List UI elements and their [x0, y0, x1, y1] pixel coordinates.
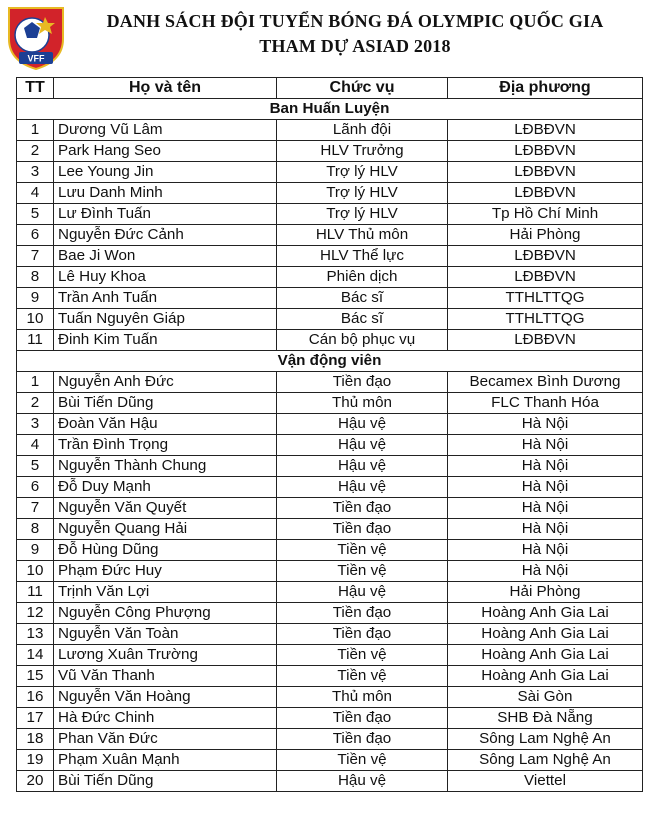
section-title: Ban Huấn Luyện: [17, 99, 643, 120]
cell-region: Hà Nội: [448, 561, 643, 582]
cell-role: Hậu vệ: [277, 771, 448, 792]
table-row: [17, 162, 643, 183]
table-row: [17, 372, 643, 393]
cell-region: Sông Lam Nghệ An: [448, 750, 643, 771]
cell-name: Lee Young Jin: [54, 162, 277, 183]
cell-role: Tiền đạo: [277, 372, 448, 393]
cell-tt: 7: [17, 246, 54, 267]
cell-name: Nguyễn Anh Đức: [54, 372, 277, 393]
cell-name: Hà Đức Chinh: [54, 708, 277, 729]
roster-table: [16, 77, 643, 792]
cell-tt: 6: [17, 225, 54, 246]
cell-name: Đỗ Hùng Dũng: [54, 540, 277, 561]
table-row: [17, 498, 643, 519]
cell-tt: 8: [17, 519, 54, 540]
cell-role: Trợ lý HLV: [277, 183, 448, 204]
cell-name: Đỗ Duy Mạnh: [54, 477, 277, 498]
cell-name: Nguyễn Đức Cảnh: [54, 225, 277, 246]
cell-name: Lê Huy Khoa: [54, 267, 277, 288]
cell-role: Thủ môn: [277, 687, 448, 708]
cell-region: Sài Gòn: [448, 687, 643, 708]
header-name: Họ và tên: [54, 78, 277, 99]
cell-role: HLV Thể lực: [277, 246, 448, 267]
header-tt: TT: [17, 78, 54, 99]
table-row: [17, 246, 643, 267]
cell-tt: 3: [17, 162, 54, 183]
cell-name: Vũ Văn Thanh: [54, 666, 277, 687]
cell-role: HLV Trưởng: [277, 141, 448, 162]
cell-name: Bae Ji Won: [54, 246, 277, 267]
cell-region: Sông Lam Nghệ An: [448, 729, 643, 750]
table-row: [17, 288, 643, 309]
cell-region: TTHLTTQG: [448, 288, 643, 309]
cell-name: Trần Anh Tuấn: [54, 288, 277, 309]
cell-tt: 14: [17, 645, 54, 666]
cell-region: Hà Nội: [448, 540, 643, 561]
cell-tt: 12: [17, 603, 54, 624]
table-row: [17, 540, 643, 561]
cell-region: SHB Đà Nẵng: [448, 708, 643, 729]
cell-role: Tiền đạo: [277, 624, 448, 645]
cell-region: Hà Nội: [448, 519, 643, 540]
cell-tt: 4: [17, 435, 54, 456]
cell-role: Tiền đạo: [277, 603, 448, 624]
cell-name: Lưu Danh Minh: [54, 183, 277, 204]
table-row: [17, 477, 643, 498]
cell-name: Trịnh Văn Lợi: [54, 582, 277, 603]
table-row: [17, 687, 643, 708]
cell-region: LĐBĐVN: [448, 267, 643, 288]
cell-name: Nguyễn Quang Hải: [54, 519, 277, 540]
table-row: [17, 414, 643, 435]
table-row: [17, 561, 643, 582]
logo-text: VFF: [27, 53, 45, 64]
cell-name: Trần Đình Trọng: [54, 435, 277, 456]
cell-role: Tiền vệ: [277, 540, 448, 561]
cell-region: LĐBĐVN: [448, 183, 643, 204]
cell-tt: 10: [17, 561, 54, 582]
table-row: [17, 771, 643, 792]
cell-region: LĐBĐVN: [448, 162, 643, 183]
cell-tt: 18: [17, 729, 54, 750]
section-title: Vận động viên: [17, 351, 643, 372]
cell-tt: 9: [17, 540, 54, 561]
cell-region: Hoàng Anh Gia Lai: [448, 666, 643, 687]
cell-tt: 5: [17, 456, 54, 477]
cell-region: FLC Thanh Hóa: [448, 393, 643, 414]
cell-tt: 9: [17, 288, 54, 309]
cell-role: Hậu vệ: [277, 456, 448, 477]
table-row: [17, 204, 643, 225]
cell-tt: 15: [17, 666, 54, 687]
cell-tt: 6: [17, 477, 54, 498]
roster-body: [17, 99, 643, 792]
cell-tt: 1: [17, 372, 54, 393]
table-row: [17, 267, 643, 288]
cell-role: Tiền đạo: [277, 708, 448, 729]
table-row: [17, 582, 643, 603]
table-row: [17, 708, 643, 729]
table-row: [17, 330, 643, 351]
cell-tt: 13: [17, 624, 54, 645]
cell-tt: 7: [17, 498, 54, 519]
cell-tt: 10: [17, 309, 54, 330]
cell-region: Hà Nội: [448, 477, 643, 498]
cell-tt: 11: [17, 582, 54, 603]
cell-name: Phạm Đức Huy: [54, 561, 277, 582]
cell-role: HLV Thủ môn: [277, 225, 448, 246]
cell-name: Đinh Kim Tuấn: [54, 330, 277, 351]
table-row: [17, 141, 643, 162]
cell-role: Bác sĩ: [277, 309, 448, 330]
table-row: [17, 519, 643, 540]
cell-name: Lương Xuân Trường: [54, 645, 277, 666]
cell-region: Tp Hồ Chí Minh: [448, 204, 643, 225]
cell-region: Hà Nội: [448, 435, 643, 456]
table-row: [17, 435, 643, 456]
cell-region: Hải Phòng: [448, 582, 643, 603]
header-region: Địa phương: [448, 78, 643, 99]
table-row: [17, 225, 643, 246]
cell-name: Nguyễn Văn Quyết: [54, 498, 277, 519]
cell-role: Phiên dịch: [277, 267, 448, 288]
vff-logo: [5, 5, 67, 71]
cell-role: Tiền đạo: [277, 519, 448, 540]
cell-tt: 11: [17, 330, 54, 351]
cell-role: Tiền vệ: [277, 666, 448, 687]
section-row: [17, 99, 643, 120]
section-row: [17, 351, 643, 372]
cell-role: Tiền vệ: [277, 750, 448, 771]
cell-role: Hậu vệ: [277, 435, 448, 456]
cell-tt: 19: [17, 750, 54, 771]
cell-region: LĐBĐVN: [448, 330, 643, 351]
cell-region: Hà Nội: [448, 456, 643, 477]
cell-tt: 5: [17, 204, 54, 225]
cell-name: Tuấn Nguyên Giáp: [54, 309, 277, 330]
cell-tt: 2: [17, 141, 54, 162]
cell-role: Tiền vệ: [277, 561, 448, 582]
table-row: [17, 624, 643, 645]
cell-region: Hoàng Anh Gia Lai: [448, 645, 643, 666]
cell-name: Phan Văn Đức: [54, 729, 277, 750]
cell-role: Hậu vệ: [277, 582, 448, 603]
table-row: [17, 729, 643, 750]
cell-name: Nguyễn Văn Toàn: [54, 624, 277, 645]
cell-tt: 3: [17, 414, 54, 435]
cell-name: Bùi Tiến Dũng: [54, 771, 277, 792]
table-row: [17, 183, 643, 204]
cell-name: Nguyễn Công Phượng: [54, 603, 277, 624]
cell-region: TTHLTTQG: [448, 309, 643, 330]
cell-role: Thủ môn: [277, 393, 448, 414]
table-row: [17, 393, 643, 414]
cell-region: Hoàng Anh Gia Lai: [448, 603, 643, 624]
cell-role: Tiền đạo: [277, 498, 448, 519]
cell-role: Hậu vệ: [277, 477, 448, 498]
cell-name: Nguyễn Văn Hoàng: [54, 687, 277, 708]
cell-region: Hoàng Anh Gia Lai: [448, 624, 643, 645]
cell-name: Park Hang Seo: [54, 141, 277, 162]
cell-tt: 4: [17, 183, 54, 204]
cell-region: LĐBĐVN: [448, 246, 643, 267]
table-row: [17, 456, 643, 477]
cell-tt: 2: [17, 393, 54, 414]
cell-role: Lãnh đội: [277, 120, 448, 141]
cell-tt: 17: [17, 708, 54, 729]
table-row: [17, 645, 643, 666]
cell-name: Nguyễn Thành Chung: [54, 456, 277, 477]
table-row: [17, 603, 643, 624]
cell-region: Hải Phòng: [448, 225, 643, 246]
table-row: [17, 309, 643, 330]
cell-name: Lư Đình Tuấn: [54, 204, 277, 225]
cell-name: Phạm Xuân Mạnh: [54, 750, 277, 771]
table-row: [17, 750, 643, 771]
cell-tt: 20: [17, 771, 54, 792]
cell-tt: 16: [17, 687, 54, 708]
cell-role: Hậu vệ: [277, 414, 448, 435]
table-header-row: [17, 78, 643, 99]
cell-region: Viettel: [448, 771, 643, 792]
cell-region: Hà Nội: [448, 414, 643, 435]
document-title: DANH SÁCH ĐỘI TUYỂN BÓNG ĐÁ OLYMPIC QUỐC GIA: [106, 11, 604, 31]
table-row: [17, 666, 643, 687]
cell-role: Trợ lý HLV: [277, 162, 448, 183]
table-row: [17, 120, 643, 141]
header-role: Chức vụ: [277, 78, 448, 99]
document-subtitle: THAM DỰ ASIAD 2018: [259, 36, 451, 56]
cell-name: Bùi Tiến Dũng: [54, 393, 277, 414]
cell-name: Đoàn Văn Hậu: [54, 414, 277, 435]
cell-role: Tiền vệ: [277, 645, 448, 666]
cell-tt: 8: [17, 267, 54, 288]
cell-name: Dương Vũ Lâm: [54, 120, 277, 141]
cell-region: LĐBĐVN: [448, 120, 643, 141]
cell-role: Cán bộ phục vụ: [277, 330, 448, 351]
cell-tt: 1: [17, 120, 54, 141]
cell-role: Trợ lý HLV: [277, 204, 448, 225]
cell-role: Tiền đạo: [277, 729, 448, 750]
cell-region: Becamex Bình Dương: [448, 372, 643, 393]
cell-region: LĐBĐVN: [448, 141, 643, 162]
cell-region: Hà Nội: [448, 498, 643, 519]
cell-role: Bác sĩ: [277, 288, 448, 309]
